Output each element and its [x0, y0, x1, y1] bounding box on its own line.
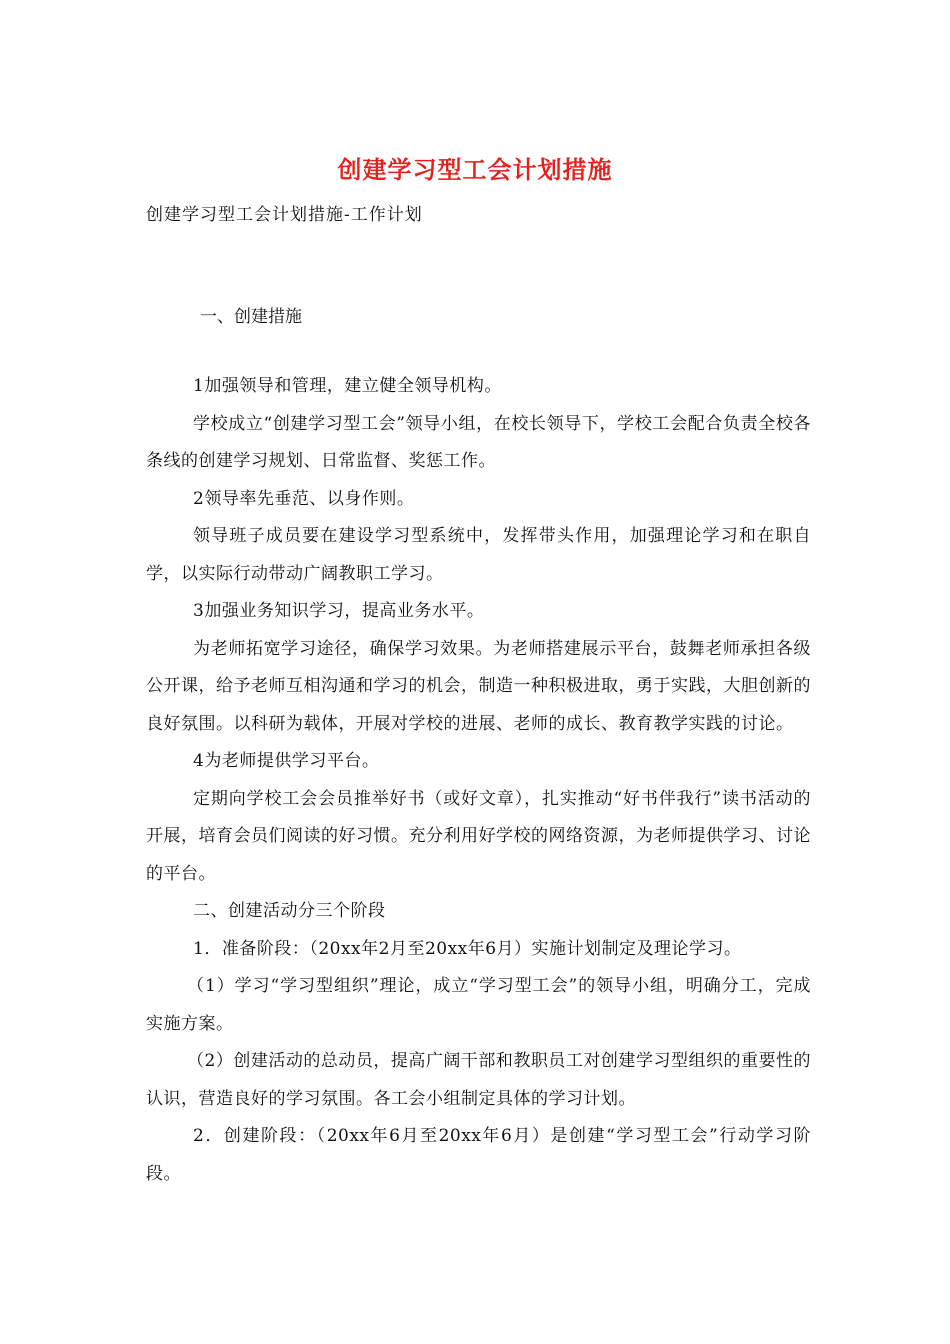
document-subtitle: 创建学习型工会计划措施-工作计划 [146, 205, 423, 225]
paragraph: 2．创建阶段：（20xx年6月至20xx年6月）是创建“学习型工会”行动学习阶段。 [146, 1126, 811, 1184]
paragraph: 领导班子成员要在建设学习型系统中，发挥带头作用，加强理论学习和在职自学，以实际行动带动广阔教职工学习。 [146, 526, 811, 584]
paragraph: 学校成立“创建学习型工会”领导小组，在校长领导下，学校工会配合负责全校各条线的创建学习规划、日常监督、奖惩工作。 [146, 413, 811, 471]
paragraph: 1加强领导和管理，建立健全领导机构。 [193, 376, 502, 396]
paragraph: 2领导率先垂范、以身作则。 [193, 488, 415, 509]
paragraph: （2）创建活动的总动员，提高广阔干部和教职员工对创建学习型组织的重要性的认识，营造良好的学习氛围。各工会小组制定具体的学习计划。 [146, 1051, 811, 1109]
paragraph: 4为老师提供学习平台。 [193, 751, 380, 771]
paragraph: 3加强业务知识学习，提高业务水平。 [193, 601, 485, 621]
paragraph: 为老师拓宽学习途径，确保学习效果。为老师搭建展示平台，鼓舞老师承担各级公开课，给予老师互相沟通和学习的机会，制造一种积极进取，勇于实践，大胆创新的良好氛围。以科研为载体，开展对学校的进展、老师的成长、教育教学实践的讨论。 [146, 638, 811, 734]
document-body [146, 368, 811, 1193]
paragraph: 定期向学校工会会员推举好书（或好文章），扎实推动“好书伴我行”读书活动的开展，培育会员们阅读的好习惯。充分利用好学校的网络资源，为老师提供学习、讨论的平台。 [146, 788, 811, 884]
paragraph: （1）学习“学习型组织”理论，成立“学习型工会”的领导小组，明确分工，完成实施方案。 [146, 976, 811, 1034]
section-heading-measures: 一、创建措施 [200, 307, 302, 327]
section-heading-stages: 二、创建活动分三个阶段 [193, 901, 386, 921]
document-title: 创建学习型工会计划措施 [337, 155, 613, 184]
paragraph: 1．准备阶段：（20xx年2月至20xx年6月）实施计划制定及理论学习。 [193, 938, 742, 959]
